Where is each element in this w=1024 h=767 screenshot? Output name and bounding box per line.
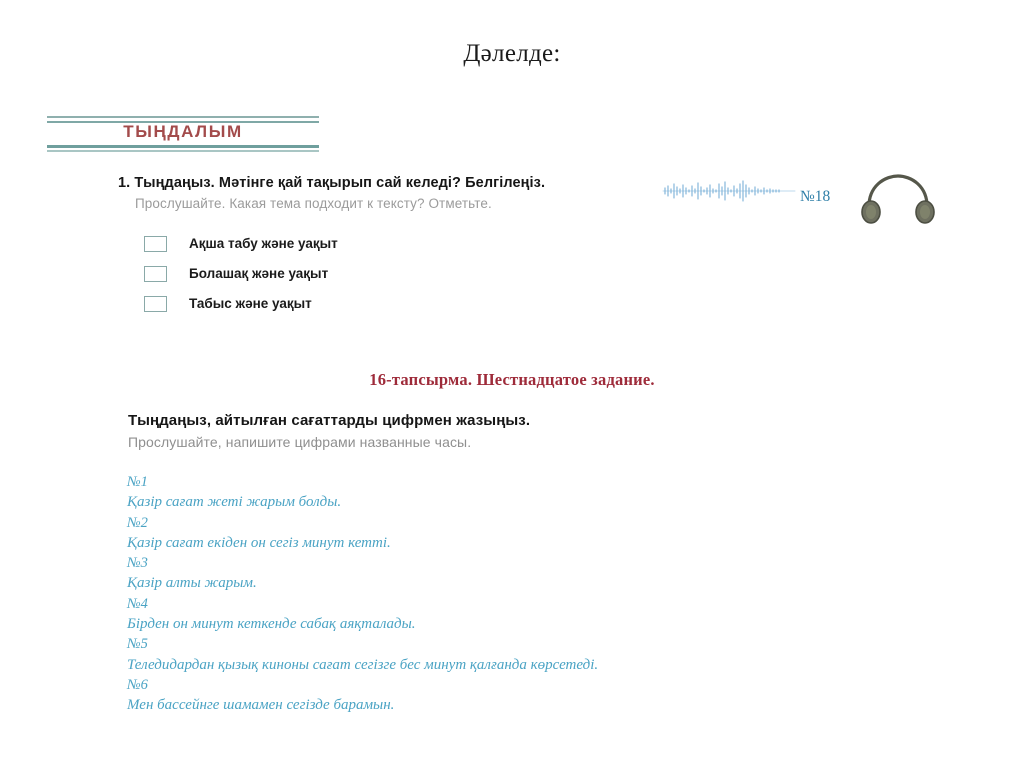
task1-prompt-russian: Прослушайте. Какая тема подходит к тексту? Отметьте. (135, 196, 492, 211)
list-item-number: №6 (127, 676, 148, 693)
option-label: Болашақ және уақыт (189, 266, 329, 281)
assignment-instruction-russian: Прослушайте, напишите цифрами названные часы. (128, 434, 472, 450)
assignment-instruction-kazakh: Тыңдаңыз, айтылған сағаттарды цифрмен жазыңыз. (128, 412, 531, 429)
banner-rule-top-outer (47, 116, 319, 118)
list-item-number: №4 (127, 595, 148, 612)
task1-options-list (144, 231, 338, 321)
list-item-sentence: Қазір сағат екіден он сегіз минут кетті. (127, 534, 391, 551)
list-item-sentence: Қазір алты жарым. (127, 575, 257, 592)
list-item-number: №1 (127, 474, 148, 490)
list-item-number: №5 (127, 636, 148, 653)
section-banner-listening (47, 116, 319, 156)
list-item-number: №3 (127, 555, 148, 572)
assignment-heading: 16-тапсырма. Шестнадцатое задание. (369, 370, 655, 389)
list-item-number: №2 (127, 514, 148, 531)
option-row[interactable] (144, 231, 338, 256)
list-item-sentence: Теледидардан қызық киноны сағат сегізге бес минут қалғанда көрсетеді. (127, 656, 599, 673)
listening-items-list (127, 472, 907, 716)
list-item-sentence: Қазір сағат жеті жарым болды. (127, 494, 342, 511)
checkbox-icon[interactable] (144, 296, 167, 312)
checkbox-icon[interactable] (144, 236, 167, 252)
list-item (127, 513, 907, 554)
option-label: Ақша табу және уақыт (189, 236, 338, 251)
option-row[interactable] (144, 291, 338, 316)
banner-rule-bottom-outer (47, 150, 319, 152)
page-title: Дәлелде: (463, 40, 561, 67)
option-label: Табыс және уақыт (189, 296, 312, 311)
audio-waveform-icon (662, 178, 797, 206)
list-item (127, 675, 907, 716)
option-row[interactable] (144, 261, 338, 286)
list-item (127, 553, 907, 594)
list-item-sentence: Мен бассейнге шамамен сегізде барамын. (127, 697, 395, 714)
checkbox-icon[interactable] (144, 266, 167, 282)
list-item (127, 634, 907, 675)
headphones-icon (861, 171, 935, 225)
banner-rule-bottom-inner (47, 145, 319, 148)
audio-track-number: №18 (800, 188, 831, 205)
task1-prompt-kazakh: 1. Тыңдаңыз. Мәтінге қай тақырып сай келеді? Белгілеңіз. (118, 175, 546, 191)
list-item-sentence: Бірден он минут кеткенде сабақ аяқталады. (127, 616, 416, 633)
list-item (127, 594, 907, 635)
banner-label: ТЫҢДАЛЫМ (123, 122, 243, 141)
list-item (127, 472, 907, 513)
